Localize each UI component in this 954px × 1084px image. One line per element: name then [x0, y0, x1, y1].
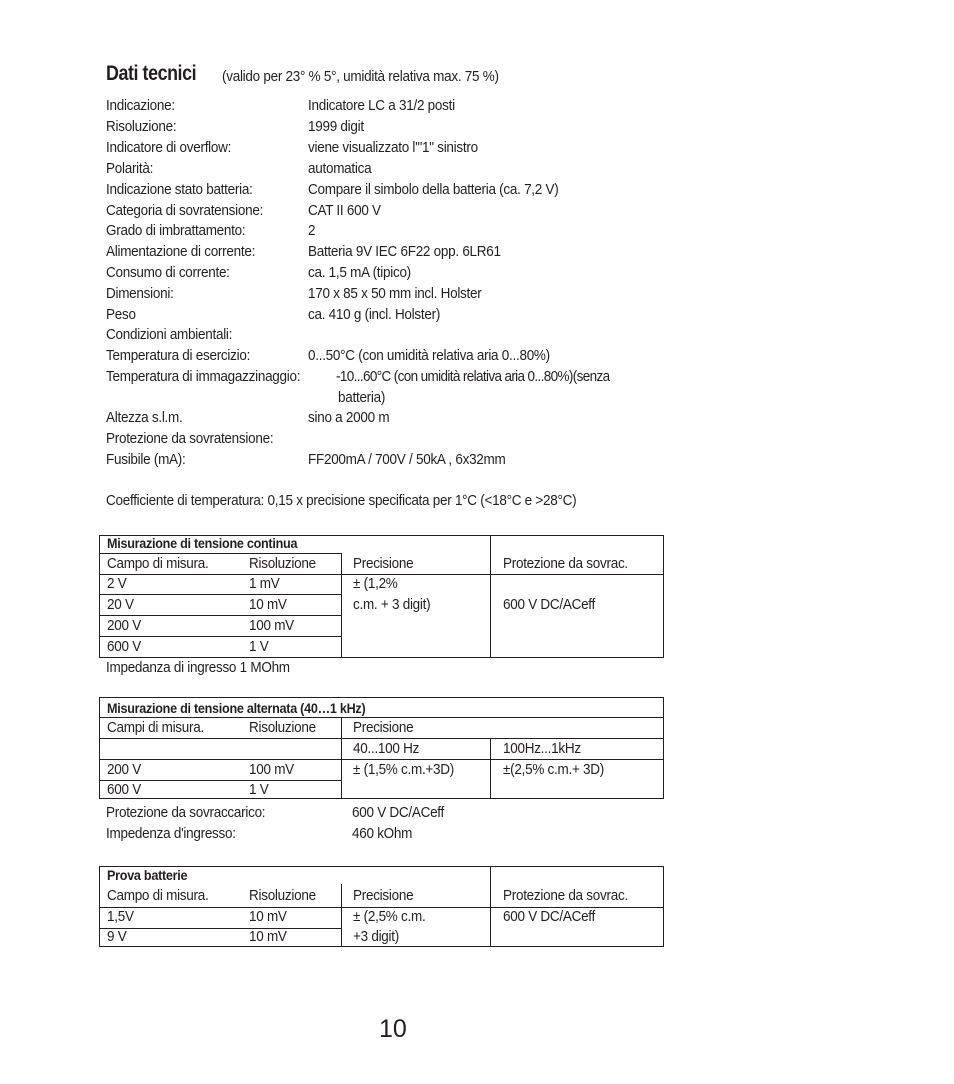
table-title: Misurazione di tensione continua: [107, 535, 298, 551]
column-header: Campo di misura.: [107, 555, 209, 572]
spec-label: Condizioni ambientali:: [106, 326, 233, 343]
page-subtitle: (valido per 23° % 5°, umidità relativa max. 75 %): [222, 68, 499, 85]
table-cell-precision: +3 digit): [353, 928, 399, 945]
spec-label: Indicazione stato batteria:: [106, 181, 253, 198]
table-cell-resolution: 100 mV: [249, 761, 294, 778]
column-header: Protezione da sovrac.: [503, 887, 628, 904]
ac-note-value: 600 V DC/ACeff: [352, 804, 445, 821]
spec-value: FF200mA / 700V / 50kA , 6x32mm: [308, 451, 506, 468]
spec-label: Polarità:: [106, 160, 154, 177]
spec-label: Temperatura di immagazzinaggio:: [106, 368, 301, 385]
spec-label: Temperatura di esercizio:: [106, 347, 251, 364]
spec-value-continued: batteria): [338, 389, 386, 406]
ac-note-label: Protezione da sovraccarico:: [106, 804, 266, 821]
column-header: Protezione da sovrac.: [503, 555, 628, 572]
table-cell-protection: 600 V DC/ACeff: [503, 908, 596, 925]
dc-table-footnote: Impedanza di ingresso 1 MOhm: [106, 659, 290, 676]
spec-label: Categoria di sovratensione:: [106, 202, 264, 219]
column-header: Precisione: [353, 887, 414, 904]
spec-value: ca. 410 g (incl. Holster): [308, 306, 441, 323]
spec-label: Protezione da sovratensione:: [106, 430, 274, 447]
column-header: Risoluzione: [249, 887, 316, 904]
table-cell-resolution: 1 V: [249, 638, 269, 655]
spec-value: automatica: [308, 160, 372, 177]
table-cell-protection: 600 V DC/ACeff: [503, 596, 596, 613]
table-cell-resolution: 1 mV: [249, 575, 280, 592]
table-cell-precision: ± (1,2%: [353, 575, 398, 592]
table-cell-range: 2 V: [107, 575, 127, 592]
table-cell-range: 9 V: [107, 928, 127, 945]
column-header: Precisione: [353, 555, 414, 572]
ac-note-label: Impedenza d'ingresso:: [106, 825, 236, 842]
spec-value: ca. 1,5 mA (tipico): [308, 264, 411, 281]
table-title: Prova batterie: [107, 867, 188, 883]
table-cell-range: 600 V: [107, 781, 141, 798]
table-cell-range: 200 V: [107, 617, 141, 634]
spec-label: Peso: [106, 306, 136, 323]
spec-label: Fusibile (mA):: [106, 451, 186, 468]
page-number: 10: [379, 1015, 407, 1043]
table-cell-precision: ±(2,5% c.m.+ 3D): [503, 761, 604, 778]
spec-value: 2: [308, 222, 316, 239]
ac-voltage-table: [99, 697, 664, 799]
table-title: Misurazione di tensione alternata (40…1 kHz): [107, 700, 366, 716]
spec-label: Dimensioni:: [106, 285, 174, 302]
spec-value: -10...60°C (con umidità relativa aria 0...80%)(senza: [336, 368, 610, 385]
spec-value: 0...50°C (con umidità relativa aria 0...80%): [308, 347, 550, 364]
table-cell-range: 1,5V: [107, 908, 134, 925]
column-header: Risoluzione: [249, 719, 316, 736]
spec-label: Alimentazione di corrente:: [106, 243, 256, 260]
spec-value: 1999 digit: [308, 118, 364, 135]
ac-note-value: 460 kOhm: [352, 825, 413, 842]
spec-value: Batteria 9V IEC 6F22 opp. 6LR61: [308, 243, 501, 260]
table-cell-resolution: 100 mV: [249, 617, 294, 634]
page-title: Dati tecnici: [106, 62, 197, 85]
temperature-coefficient: Coefficiente di temperatura: 0,15 x precisione specificata per 1°C (<18°C e >28°C): [106, 492, 577, 509]
column-subheader: 100Hz...1kHz: [503, 740, 581, 757]
dc-voltage-table: [99, 535, 664, 658]
table-cell-precision: c.m. + 3 digit): [353, 596, 431, 613]
table-cell-precision: ± (2,5% c.m.: [353, 908, 426, 925]
spec-value: viene visualizzato l'"1" sinistro: [308, 139, 478, 156]
spec-label: Indicatore di overflow:: [106, 139, 232, 156]
column-header: Precisione: [353, 719, 414, 736]
table-cell-resolution: 10 mV: [249, 596, 287, 613]
table-cell-resolution: 1 V: [249, 781, 269, 798]
column-subheader: 40...100 Hz: [353, 740, 420, 757]
spec-label: Altezza s.l.m.: [106, 409, 183, 426]
spec-label: Indicazione:: [106, 97, 175, 114]
spec-label: Grado di imbrattamento:: [106, 222, 246, 239]
spec-value: Indicatore LC a 31/2 posti: [308, 97, 455, 114]
column-header: Risoluzione: [249, 555, 316, 572]
table-cell-precision: ± (1,5% c.m.+3D): [353, 761, 454, 778]
table-cell-resolution: 10 mV: [249, 928, 287, 945]
column-header: Campi di misura.: [107, 719, 204, 736]
table-cell-resolution: 10 mV: [249, 908, 287, 925]
spec-value: 170 x 85 x 50 mm incl. Holster: [308, 285, 482, 302]
spec-value: Compare il simbolo della batteria (ca. 7,2 V): [308, 181, 559, 198]
column-header: Campo di misura.: [107, 887, 209, 904]
table-cell-range: 20 V: [107, 596, 134, 613]
table-cell-range: 200 V: [107, 761, 141, 778]
spec-label: Risoluzione:: [106, 118, 177, 135]
spec-label: Consumo di corrente:: [106, 264, 230, 281]
spec-value: CAT II 600 V: [308, 202, 381, 219]
spec-value: sino a 2000 m: [308, 409, 390, 426]
table-cell-range: 600 V: [107, 638, 141, 655]
battery-test-table: [99, 866, 664, 947]
